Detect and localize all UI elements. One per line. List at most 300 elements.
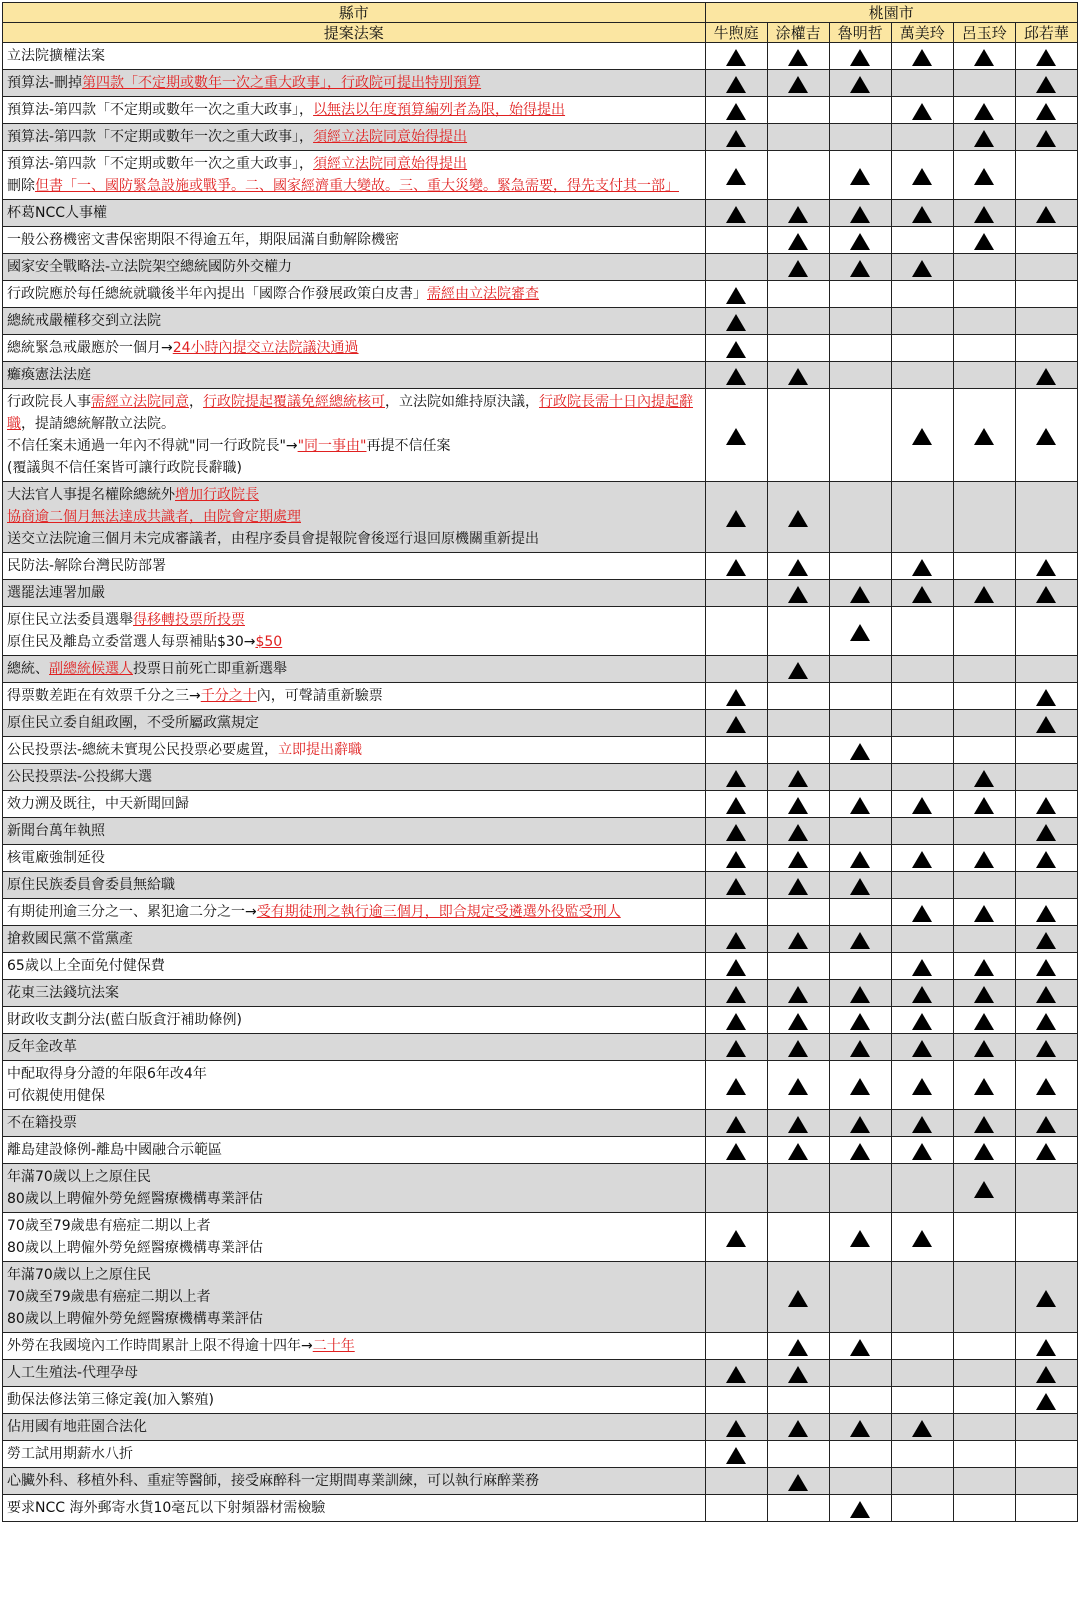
proposal-text: 80歲以上聘僱外勞免經醫療機構專業評估 bbox=[7, 1191, 263, 1207]
proposal-cell bbox=[3, 308, 706, 335]
highlighted-text: 千分之十 bbox=[200, 688, 257, 704]
table-row bbox=[3, 254, 1078, 281]
support-mark-cell bbox=[767, 1110, 829, 1137]
support-mark-cell bbox=[891, 872, 953, 899]
triangle-icon bbox=[850, 743, 870, 760]
proposal-cell bbox=[3, 335, 706, 362]
support-mark-cell bbox=[953, 70, 1015, 97]
proposal-cell bbox=[3, 1262, 706, 1333]
support-mark-cell bbox=[767, 97, 829, 124]
support-mark-cell bbox=[953, 389, 1015, 482]
proposal-cell bbox=[3, 791, 706, 818]
proposal-text: 癱瘓憲法法庭 bbox=[7, 367, 91, 383]
legislator-header: 呂玉玲 bbox=[953, 23, 1015, 43]
table-row bbox=[3, 151, 1078, 200]
triangle-icon bbox=[788, 1290, 808, 1307]
triangle-icon bbox=[788, 1013, 808, 1030]
triangle-icon bbox=[788, 662, 808, 679]
support-mark-cell bbox=[1015, 70, 1077, 97]
proposal-line bbox=[7, 1036, 701, 1058]
legislator-header: 魯明哲 bbox=[829, 23, 891, 43]
support-mark-cell bbox=[767, 656, 829, 683]
table-row bbox=[3, 335, 1078, 362]
proposal-text: 刪除 bbox=[7, 178, 35, 194]
support-mark-cell bbox=[891, 389, 953, 482]
support-mark-cell bbox=[705, 308, 767, 335]
triangle-icon bbox=[912, 1420, 932, 1437]
proposal-text: 原住民立委自組政團，不受所屬政黨規定 bbox=[7, 715, 259, 731]
triangle-icon bbox=[726, 770, 746, 787]
highlighted-text: 二十年 bbox=[312, 1338, 355, 1354]
support-mark-cell bbox=[953, 683, 1015, 710]
proposal-text: ，提請總統解散立法院。 bbox=[21, 416, 175, 432]
triangle-icon bbox=[1036, 130, 1056, 147]
support-mark-cell bbox=[891, 899, 953, 926]
triangle-icon bbox=[850, 851, 870, 868]
triangle-icon bbox=[974, 770, 994, 787]
support-mark-cell bbox=[1015, 872, 1077, 899]
triangle-icon bbox=[974, 168, 994, 185]
support-mark-cell bbox=[829, 607, 891, 656]
proposal-cell bbox=[3, 151, 706, 200]
header-row-columns bbox=[3, 23, 1078, 43]
proposal-cell bbox=[3, 1110, 706, 1137]
proposal-line bbox=[7, 658, 701, 680]
proposal-text: 佔用國有地莊園合法化 bbox=[7, 1419, 147, 1435]
triangle-icon bbox=[912, 1116, 932, 1133]
support-mark-cell bbox=[953, 335, 1015, 362]
support-mark-cell bbox=[1015, 1468, 1077, 1495]
support-mark-cell bbox=[891, 764, 953, 791]
triangle-icon bbox=[788, 510, 808, 527]
proposal-text: 核電廠強制延役 bbox=[7, 850, 105, 866]
proposal-line bbox=[7, 99, 701, 121]
proposal-cell bbox=[3, 899, 706, 926]
support-mark-cell bbox=[767, 791, 829, 818]
proposal-line bbox=[7, 484, 701, 506]
triangle-icon bbox=[1036, 1078, 1056, 1095]
proposal-line bbox=[7, 391, 701, 435]
proposal-line bbox=[7, 1308, 701, 1330]
triangle-icon bbox=[974, 905, 994, 922]
triangle-icon bbox=[788, 851, 808, 868]
proposal-cell bbox=[3, 872, 706, 899]
support-mark-cell bbox=[705, 1468, 767, 1495]
triangle-icon bbox=[974, 959, 994, 976]
triangle-icon bbox=[726, 428, 746, 445]
support-mark-cell bbox=[953, 1137, 1015, 1164]
support-mark-cell bbox=[829, 151, 891, 200]
proposal-line bbox=[7, 793, 701, 815]
table-row bbox=[3, 1034, 1078, 1061]
support-mark-cell bbox=[891, 1007, 953, 1034]
table-row bbox=[3, 1414, 1078, 1441]
proposal-cell bbox=[3, 953, 706, 980]
proposal-text: (覆議與不信任案皆可讓行政院長辭職) bbox=[7, 460, 242, 476]
highlighted-text: "同一事由" bbox=[297, 438, 367, 454]
proposal-text: 預算法-刪掉 bbox=[7, 75, 83, 91]
support-mark-cell bbox=[1015, 656, 1077, 683]
support-mark-cell bbox=[1015, 1441, 1077, 1468]
triangle-icon bbox=[726, 878, 746, 895]
support-mark-cell bbox=[705, 1164, 767, 1213]
proposal-text: 人工生殖法-代理孕母 bbox=[7, 1365, 139, 1381]
support-mark-cell bbox=[767, 1137, 829, 1164]
support-mark-cell bbox=[767, 1468, 829, 1495]
table-row bbox=[3, 845, 1078, 872]
support-mark-cell bbox=[891, 607, 953, 656]
support-mark-cell bbox=[829, 656, 891, 683]
support-mark-cell bbox=[953, 1495, 1015, 1522]
proposal-cell bbox=[3, 1137, 706, 1164]
highlighted-text: 副總統候選人 bbox=[49, 661, 133, 677]
triangle-icon bbox=[726, 1078, 746, 1095]
support-mark-cell bbox=[953, 1110, 1015, 1137]
support-mark-cell bbox=[829, 389, 891, 482]
support-mark-cell bbox=[705, 70, 767, 97]
proposal-text: 杯葛NCC人事權 bbox=[7, 205, 108, 221]
triangle-icon bbox=[788, 878, 808, 895]
support-mark-cell bbox=[767, 1034, 829, 1061]
proposal-text: 總統戒嚴權移交到立法院 bbox=[7, 313, 161, 329]
triangle-icon bbox=[974, 986, 994, 1003]
triangle-icon bbox=[788, 1339, 808, 1356]
triangle-icon bbox=[912, 1143, 932, 1160]
table-row bbox=[3, 553, 1078, 580]
support-mark-cell bbox=[829, 200, 891, 227]
law-column-header: 提案法案 bbox=[3, 23, 706, 43]
triangle-icon bbox=[726, 1230, 746, 1247]
proposal-cell bbox=[3, 389, 706, 482]
support-mark-cell bbox=[1015, 389, 1077, 482]
triangle-icon bbox=[912, 1040, 932, 1057]
triangle-icon bbox=[912, 586, 932, 603]
triangle-icon bbox=[850, 260, 870, 277]
support-mark-cell bbox=[829, 1495, 891, 1522]
support-mark-cell bbox=[1015, 1213, 1077, 1262]
triangle-icon bbox=[788, 932, 808, 949]
triangle-icon bbox=[788, 260, 808, 277]
support-mark-cell bbox=[767, 200, 829, 227]
triangle-icon bbox=[974, 428, 994, 445]
triangle-icon bbox=[850, 49, 870, 66]
triangle-icon bbox=[912, 49, 932, 66]
table-row bbox=[3, 308, 1078, 335]
support-mark-cell bbox=[891, 553, 953, 580]
triangle-icon bbox=[1036, 206, 1056, 223]
support-mark-cell bbox=[767, 953, 829, 980]
support-mark-cell bbox=[829, 764, 891, 791]
triangle-icon bbox=[1036, 103, 1056, 120]
proposal-line bbox=[7, 685, 701, 707]
proposal-line bbox=[7, 1009, 701, 1031]
support-mark-cell bbox=[705, 151, 767, 200]
table-row bbox=[3, 737, 1078, 764]
support-mark-cell bbox=[953, 656, 1015, 683]
proposal-cell bbox=[3, 281, 706, 308]
support-mark-cell bbox=[829, 1213, 891, 1262]
triangle-icon bbox=[1036, 1393, 1056, 1410]
support-mark-cell bbox=[1015, 710, 1077, 737]
support-mark-cell bbox=[705, 281, 767, 308]
city-header: 桃園市 bbox=[705, 3, 1077, 23]
support-mark-cell bbox=[829, 899, 891, 926]
support-mark-cell bbox=[1015, 980, 1077, 1007]
proposal-line bbox=[7, 1188, 701, 1210]
support-mark-cell bbox=[829, 308, 891, 335]
proposal-text: 再提不信任案 bbox=[366, 438, 451, 454]
highlighted-text: 增加行政院長 bbox=[175, 487, 259, 503]
triangle-icon bbox=[850, 1339, 870, 1356]
table-row bbox=[3, 482, 1078, 553]
legislator-header: 牛煦庭 bbox=[705, 23, 767, 43]
support-mark-cell bbox=[705, 872, 767, 899]
table-row bbox=[3, 607, 1078, 656]
triangle-icon bbox=[1036, 559, 1056, 576]
proposal-line bbox=[7, 820, 701, 842]
proposal-cell bbox=[3, 683, 706, 710]
proposal-cell bbox=[3, 818, 706, 845]
support-mark-cell bbox=[953, 97, 1015, 124]
support-mark-cell bbox=[953, 1007, 1015, 1034]
triangle-icon bbox=[726, 559, 746, 576]
proposal-line bbox=[7, 1470, 701, 1492]
table-row bbox=[3, 1007, 1078, 1034]
proposal-line bbox=[7, 256, 701, 278]
support-mark-cell bbox=[829, 362, 891, 389]
support-mark-cell bbox=[705, 818, 767, 845]
table-row bbox=[3, 656, 1078, 683]
support-mark-cell bbox=[953, 124, 1015, 151]
support-mark-cell bbox=[1015, 1495, 1077, 1522]
support-mark-cell bbox=[891, 1110, 953, 1137]
proposal-text: 80歲以上聘僱外勞免經醫療機構專業評估 bbox=[7, 1240, 263, 1256]
support-mark-cell bbox=[705, 710, 767, 737]
table-row bbox=[3, 389, 1078, 482]
support-mark-cell bbox=[1015, 899, 1077, 926]
triangle-icon bbox=[726, 1013, 746, 1030]
support-mark-cell bbox=[705, 1414, 767, 1441]
support-mark-cell bbox=[1015, 1007, 1077, 1034]
support-mark-cell bbox=[705, 1333, 767, 1360]
proposal-text: 中配取得身分證的年限6年改4年 bbox=[7, 1066, 207, 1082]
proposal-cell bbox=[3, 1495, 706, 1522]
proposal-line bbox=[7, 582, 701, 604]
proposal-cell bbox=[3, 43, 706, 70]
proposal-text: 大法官人事提名權除總統外 bbox=[7, 487, 175, 503]
support-mark-cell bbox=[705, 200, 767, 227]
support-mark-cell bbox=[767, 281, 829, 308]
support-mark-cell bbox=[705, 254, 767, 281]
support-mark-cell bbox=[1015, 553, 1077, 580]
table-row bbox=[3, 200, 1078, 227]
support-mark-cell bbox=[705, 1110, 767, 1137]
support-mark-cell bbox=[891, 683, 953, 710]
triangle-icon bbox=[788, 1040, 808, 1057]
triangle-icon bbox=[912, 103, 932, 120]
support-mark-cell bbox=[953, 1262, 1015, 1333]
support-mark-cell bbox=[1015, 1137, 1077, 1164]
triangle-icon bbox=[912, 959, 932, 976]
proposal-line bbox=[7, 1286, 701, 1308]
support-mark-cell bbox=[829, 43, 891, 70]
support-mark-cell bbox=[1015, 1262, 1077, 1333]
table-row bbox=[3, 791, 1078, 818]
proposal-line bbox=[7, 1389, 701, 1411]
triangle-icon bbox=[788, 1116, 808, 1133]
support-mark-cell bbox=[891, 656, 953, 683]
legislator-header: 萬美玲 bbox=[891, 23, 953, 43]
triangle-icon bbox=[726, 959, 746, 976]
support-mark-cell bbox=[891, 227, 953, 254]
support-mark-cell bbox=[953, 281, 1015, 308]
table-body bbox=[3, 43, 1078, 1522]
proposal-line bbox=[7, 1443, 701, 1465]
table-row bbox=[3, 1061, 1078, 1110]
support-mark-cell bbox=[767, 1495, 829, 1522]
proposal-text: 搶救國民黨不當黨產 bbox=[7, 931, 133, 947]
triangle-icon bbox=[974, 49, 994, 66]
support-mark-cell bbox=[1015, 764, 1077, 791]
support-mark-cell bbox=[891, 151, 953, 200]
triangle-icon bbox=[850, 1501, 870, 1518]
proposal-cell bbox=[3, 227, 706, 254]
proposal-text: 70歲至79歲患有癌症二期以上者 bbox=[7, 1218, 211, 1234]
proposal-cell bbox=[3, 1333, 706, 1360]
triangle-icon bbox=[1036, 905, 1056, 922]
proposal-line bbox=[7, 874, 701, 896]
table-row bbox=[3, 124, 1078, 151]
triangle-icon bbox=[788, 1366, 808, 1383]
support-mark-cell bbox=[705, 1360, 767, 1387]
proposal-text: 原住民族委員會委員無給職 bbox=[7, 877, 175, 893]
proposal-text: 外勞在我國境內工作時間累計上限不得逾十四年→ bbox=[7, 1338, 313, 1354]
triangle-icon bbox=[726, 76, 746, 93]
triangle-icon bbox=[974, 1013, 994, 1030]
proposal-line bbox=[7, 457, 701, 479]
highlighted-text: 須經立法院同意始得提出 bbox=[313, 129, 468, 145]
proposal-text: 預算法-第四款「不定期或數年一次之重大政事」， bbox=[7, 102, 314, 118]
triangle-icon bbox=[850, 168, 870, 185]
support-mark-cell bbox=[829, 1137, 891, 1164]
triangle-icon bbox=[726, 1116, 746, 1133]
support-mark-cell bbox=[891, 845, 953, 872]
proposal-text: ，立法院如維持原決議， bbox=[385, 394, 539, 410]
support-mark-cell bbox=[891, 1414, 953, 1441]
support-mark-cell bbox=[829, 254, 891, 281]
support-mark-cell bbox=[705, 1213, 767, 1262]
proposal-text: 行政院長人事 bbox=[7, 394, 91, 410]
support-mark-cell bbox=[953, 308, 1015, 335]
support-mark-cell bbox=[953, 553, 1015, 580]
proposal-cell bbox=[3, 97, 706, 124]
triangle-icon bbox=[850, 986, 870, 1003]
support-mark-cell bbox=[767, 1164, 829, 1213]
proposal-cell bbox=[3, 1468, 706, 1495]
triangle-icon bbox=[974, 586, 994, 603]
highlighted-text: $50 bbox=[255, 634, 283, 650]
highlighted-text: 須經立法院同意始得提出 bbox=[313, 156, 468, 172]
support-mark-cell bbox=[1015, 737, 1077, 764]
triangle-icon bbox=[974, 1143, 994, 1160]
support-mark-cell bbox=[953, 607, 1015, 656]
highlighted-text: 第四款「不定期或數年一次之重大政事」，行政院可提出特別預算 bbox=[82, 75, 482, 91]
triangle-icon bbox=[788, 1420, 808, 1437]
support-mark-cell bbox=[1015, 97, 1077, 124]
triangle-icon bbox=[850, 233, 870, 250]
proposal-line bbox=[7, 555, 701, 577]
table-row bbox=[3, 764, 1078, 791]
legislator-header: 涂權吉 bbox=[767, 23, 829, 43]
table-row bbox=[3, 1468, 1078, 1495]
support-mark-cell bbox=[767, 1441, 829, 1468]
triangle-icon bbox=[726, 1366, 746, 1383]
triangle-icon bbox=[850, 1013, 870, 1030]
support-mark-cell bbox=[767, 764, 829, 791]
support-mark-cell bbox=[891, 335, 953, 362]
table-row bbox=[3, 980, 1078, 1007]
support-mark-cell bbox=[1015, 926, 1077, 953]
proposal-text: 年滿70歲以上之原住民 bbox=[7, 1267, 151, 1283]
support-mark-cell bbox=[705, 980, 767, 1007]
proposal-line bbox=[7, 712, 701, 734]
support-mark-cell bbox=[1015, 1360, 1077, 1387]
support-mark-cell bbox=[705, 43, 767, 70]
triangle-icon bbox=[850, 797, 870, 814]
support-mark-cell bbox=[891, 1262, 953, 1333]
highlighted-text: 需經立法院同意 bbox=[91, 394, 189, 410]
proposal-cell bbox=[3, 737, 706, 764]
support-mark-cell bbox=[705, 1034, 767, 1061]
proposal-cell bbox=[3, 1360, 706, 1387]
support-mark-cell bbox=[891, 97, 953, 124]
triangle-icon bbox=[1036, 1013, 1056, 1030]
proposal-text: 內，可聲請重新驗票 bbox=[256, 688, 383, 704]
support-mark-cell bbox=[1015, 683, 1077, 710]
support-mark-cell bbox=[891, 308, 953, 335]
table-row bbox=[3, 580, 1078, 607]
support-mark-cell bbox=[953, 1061, 1015, 1110]
support-mark-cell bbox=[1015, 1387, 1077, 1414]
proposal-text: 財政收支劃分法(藍白版貪汙補助條例) bbox=[7, 1012, 242, 1028]
support-mark-cell bbox=[767, 737, 829, 764]
triangle-icon bbox=[974, 233, 994, 250]
triangle-icon bbox=[1036, 368, 1056, 385]
support-mark-cell bbox=[1015, 845, 1077, 872]
triangle-icon bbox=[726, 851, 746, 868]
table-row bbox=[3, 872, 1078, 899]
proposal-cell bbox=[3, 845, 706, 872]
support-mark-cell bbox=[829, 1262, 891, 1333]
support-mark-cell bbox=[829, 818, 891, 845]
support-mark-cell bbox=[705, 124, 767, 151]
proposal-cell bbox=[3, 926, 706, 953]
support-mark-cell bbox=[705, 1061, 767, 1110]
support-mark-cell bbox=[767, 1387, 829, 1414]
triangle-icon bbox=[1036, 1040, 1056, 1057]
proposal-text: 勞工試用期薪水八折 bbox=[7, 1446, 133, 1462]
support-mark-cell bbox=[767, 710, 829, 737]
support-mark-cell bbox=[705, 1007, 767, 1034]
proposal-line bbox=[7, 435, 701, 457]
support-mark-cell bbox=[953, 872, 1015, 899]
table-row bbox=[3, 1262, 1078, 1333]
proposal-line bbox=[7, 283, 701, 305]
proposal-text: 總統、 bbox=[7, 661, 49, 677]
support-mark-cell bbox=[953, 200, 1015, 227]
triangle-icon bbox=[974, 851, 994, 868]
support-mark-cell bbox=[829, 683, 891, 710]
